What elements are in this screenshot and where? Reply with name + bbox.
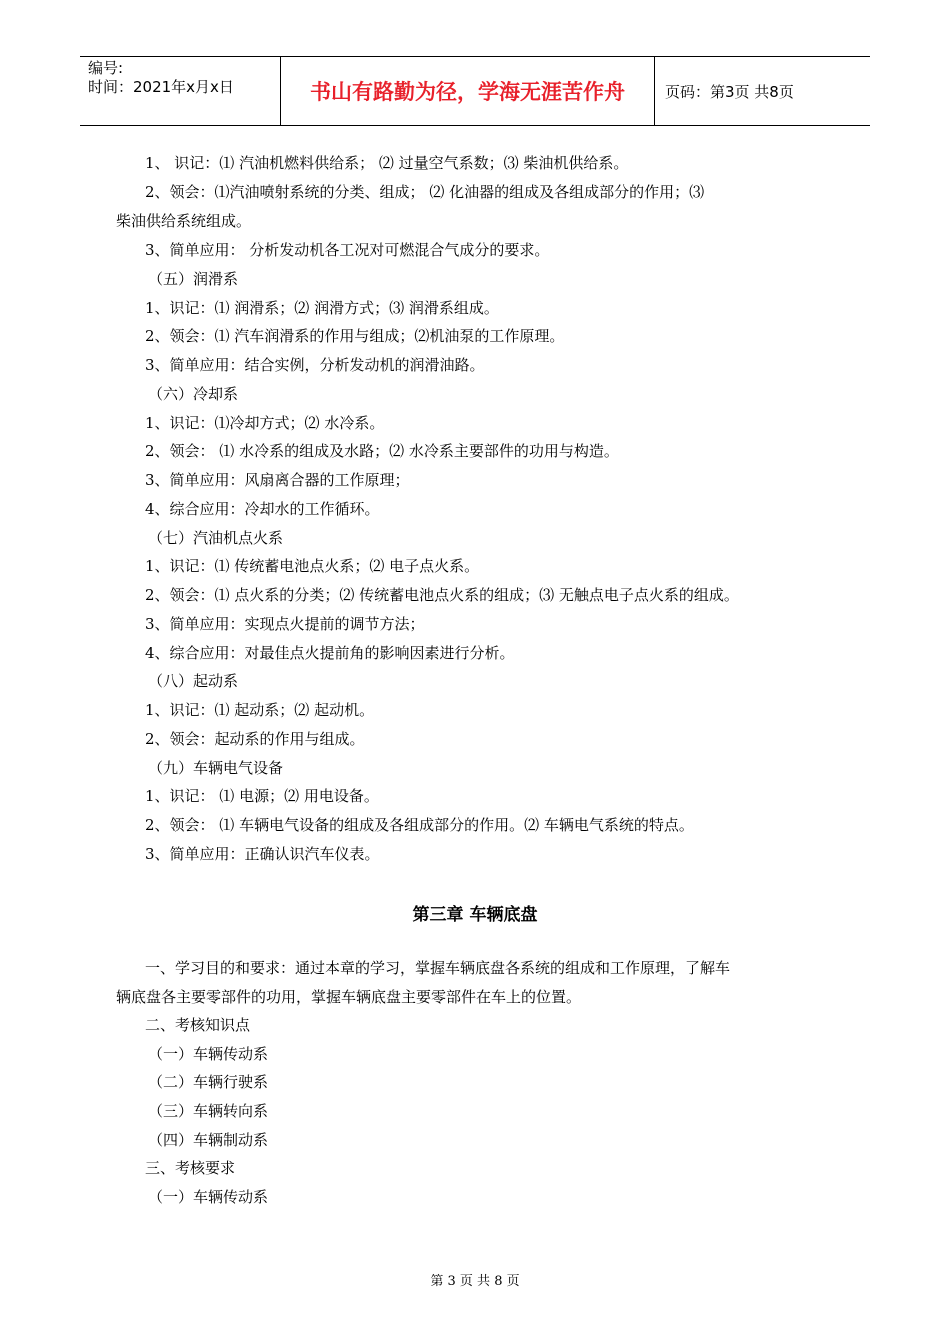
- page-footer: 第 3 页 共 8 页: [430, 1274, 520, 1289]
- doc-time-label: 时间：2021年x月x日: [88, 78, 234, 96]
- body-line: 1、识记： ⑴ 电源；⑵ 用电设备。: [145, 787, 379, 805]
- header-motto: 书山有路勤为径，学海无涯苦作舟: [281, 57, 655, 125]
- body-line: 1、 识记：⑴ 汽油机燃料供给系； ⑵ 过量空气系数；⑶ 柴油机供给系。: [145, 154, 629, 172]
- body-line: （六）冷却系: [148, 385, 239, 403]
- body-line: 4、综合应用：冷却水的工作循环。: [145, 500, 380, 518]
- doc-number-label: 编号:: [88, 59, 124, 77]
- body-line: （一）车辆传动系: [148, 1188, 269, 1206]
- document-header: [80, 56, 870, 126]
- chapter-title: 第三章 车辆底盘: [412, 905, 538, 925]
- body-line: （二）车辆行驶系: [148, 1073, 269, 1091]
- body-line: 1、识记：⑴ 传统蓄电池点火系；⑵ 电子点火系。: [145, 557, 480, 575]
- body-line: 3、简单应用： 分析发动机各工况对可燃混合气成分的要求。: [145, 241, 550, 259]
- header-page-number: 页码：第3页 共8页: [665, 82, 794, 101]
- body-line: 一、学习目的和要求：通过本章的学习，掌握车辆底盘各系统的组成和工作原理，了解车: [145, 959, 731, 977]
- body-line: 1、识记：⑴ 起动系；⑵ 起动机。: [145, 701, 375, 719]
- body-line: 1、识记：⑴ 润滑系；⑵ 润滑方式；⑶ 润滑系组成。: [145, 299, 499, 317]
- body-line: 柴油供给系统组成。: [116, 212, 252, 230]
- body-line: 1、识记：⑴冷却方式；⑵ 水冷系。: [145, 414, 385, 432]
- body-line: 二、考核知识点: [145, 1016, 251, 1034]
- body-line: （五）润滑系: [148, 270, 239, 288]
- body-line: 4、综合应用：对最佳点火提前角的影响因素进行分析。: [145, 644, 515, 662]
- body-line: 3、简单应用：正确认识汽车仪表。: [145, 845, 380, 863]
- body-line: 辆底盘各主要零部件的功用，掌握车辆底盘主要零部件在车上的位置。: [116, 988, 582, 1006]
- body-line: 2、领会： ⑴ 水冷系的组成及水路；⑵ 水冷系主要部件的功用与构造。: [145, 442, 619, 460]
- body-line: 2、领会：⑴汽油喷射系统的分类、组成； ⑵ 化油器的组成及各组成部分的作用；⑶: [145, 183, 705, 201]
- body-line: （三）车辆转向系: [148, 1102, 269, 1120]
- body-line: （四）车辆制动系: [148, 1131, 269, 1149]
- body-line: 2、领会：起动系的作用与组成。: [145, 730, 365, 748]
- body-line: 3、简单应用：实现点火提前的调节方法；: [145, 615, 425, 633]
- body-line: （七）汽油机点火系: [148, 529, 284, 547]
- body-line: 2、领会：⑴ 点火系的分类；⑵ 传统蓄电池点火系的组成；⑶ 无触点电子点火系的组成。: [145, 586, 739, 604]
- body-line: 3、简单应用：结合实例，分析发动机的润滑油路。: [145, 356, 485, 374]
- body-line: 三、考核要求: [145, 1159, 236, 1177]
- header-meta: [80, 57, 281, 125]
- body-line: 2、领会：⑴ 汽车润滑系的作用与组成；⑵机油泵的工作原理。: [145, 327, 565, 345]
- body-line: （一）车辆传动系: [148, 1045, 269, 1063]
- body-line: 3、简单应用：风扇离合器的工作原理；: [145, 471, 410, 489]
- body-line: （九）车辆电气设备: [148, 759, 284, 777]
- body-line: 2、领会： ⑴ 车辆电气设备的组成及各组成部分的作用。⑵ 车辆电气系统的特点。: [145, 816, 694, 834]
- body-line: （八）起动系: [148, 672, 239, 690]
